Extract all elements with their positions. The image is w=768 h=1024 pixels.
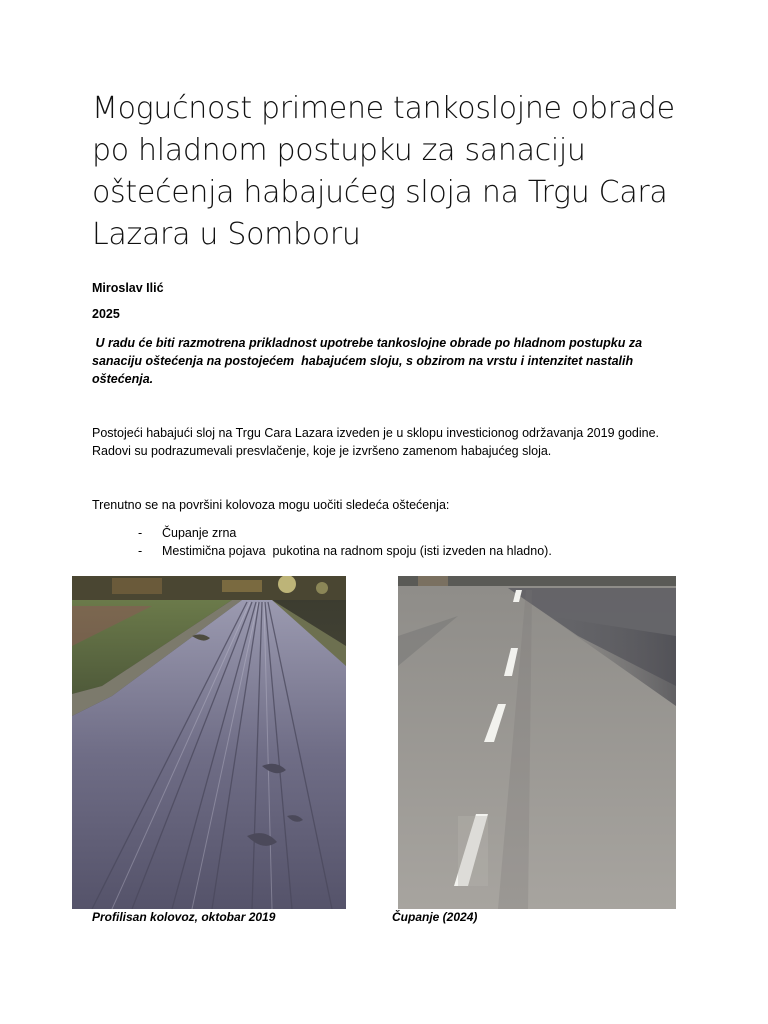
paragraph-line: Postojeći habajući sloj na Trgu Cara Lazara izveden je u sklopu investicionog održavanja 2019 godine. bbox=[92, 426, 660, 440]
author-name: Miroslav Ilić bbox=[92, 281, 164, 295]
title-line: Lazara u Somboru bbox=[92, 217, 361, 252]
photo-milled-road bbox=[72, 576, 346, 909]
list-item bbox=[138, 524, 552, 542]
title-line: oštećenja habajućeg sloja na Trgu Cara bbox=[92, 175, 668, 210]
abstract-line: oštećenja. bbox=[92, 372, 154, 386]
document-title bbox=[92, 88, 692, 256]
damage-intro-paragraph: Trenutno se na površini kolovoza mogu uočiti sledeća oštećenja: bbox=[92, 498, 450, 512]
abstract-line: sanaciju oštećenja na postojećem habajućem sloju, s obzirom na vrstu i intenzitet nastalih bbox=[92, 354, 634, 368]
title-line: Mogućnost primene tankoslojne obrade bbox=[92, 91, 675, 126]
abstract bbox=[92, 334, 692, 388]
list-item-text: Čupanje zrna bbox=[162, 526, 237, 540]
figure-caption: Profilisan kolovoz, oktobar 2019 bbox=[92, 910, 276, 924]
abstract-line: U radu će biti razmotrena prikladnost upotrebe tankoslojne obrade po hladnom postupku za bbox=[92, 336, 643, 350]
paragraph-line: Radovi su podrazumevali presvlačenje, koje je izvršeno zamenom habajućeg sloja. bbox=[92, 444, 552, 458]
bullet-marker: - bbox=[138, 526, 143, 540]
intro-paragraph bbox=[92, 424, 712, 460]
list-item-text: Mestimična pojava pukotina na radnom spoju (isti izveden na hladno). bbox=[162, 544, 552, 558]
bullet-marker: - bbox=[138, 544, 143, 558]
damage-list bbox=[138, 524, 552, 560]
figure-caption: Čupanje (2024) bbox=[392, 910, 478, 924]
publication-year: 2025 bbox=[92, 307, 120, 321]
title-line: po hladnom postupku za sanaciju bbox=[92, 133, 586, 168]
photo-asphalt-damage bbox=[398, 576, 676, 909]
list-item bbox=[138, 542, 552, 560]
